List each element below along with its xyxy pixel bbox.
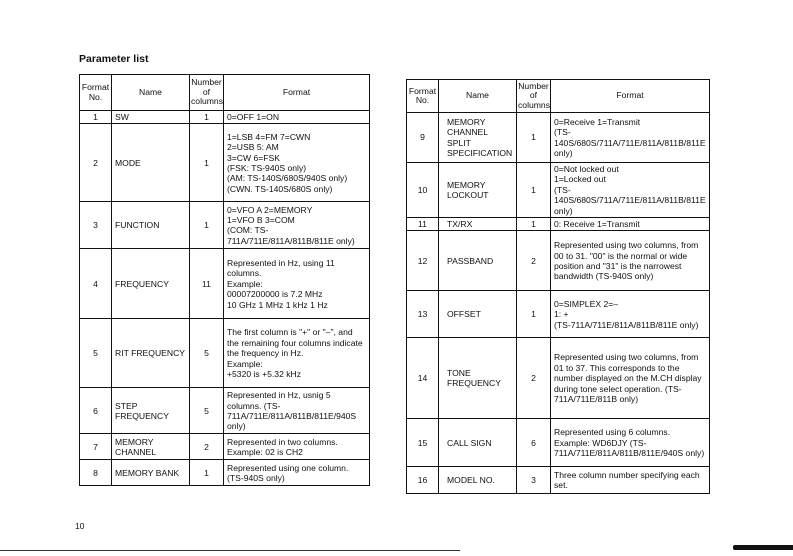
row-name: MEMORY CHANNEL xyxy=(112,434,190,460)
header-format: Format xyxy=(224,75,370,111)
row-name: TONE FREQUENCY xyxy=(439,338,517,419)
row-cols: 2 xyxy=(190,434,224,460)
row-cols: 5 xyxy=(190,388,224,434)
row-cols: 2 xyxy=(517,338,551,419)
row-format: 0=Not locked out 1=Locked out (TS-140S/680S/711A/711E/811A/811B/811E only) xyxy=(551,163,710,218)
table-row xyxy=(80,434,370,460)
row-name: MODEL NO. xyxy=(439,467,517,494)
page-number: 10 xyxy=(75,521,85,531)
row-no: 2 xyxy=(80,124,112,202)
header-number-of-columns: Number of columns xyxy=(190,75,224,111)
row-cols: 6 xyxy=(517,419,551,467)
row-name: OFFSET xyxy=(439,291,517,338)
row-no: 1 xyxy=(80,111,112,124)
row-name: MEMORY CHANNEL SPLIT SPECIFICATION xyxy=(439,113,517,163)
row-format: 0=OFF 1=ON xyxy=(224,111,370,124)
table-row xyxy=(80,202,370,249)
table-row xyxy=(80,111,370,124)
row-no: 16 xyxy=(407,467,439,494)
row-no: 6 xyxy=(80,388,112,434)
row-format: 0=SIMPLEX 2=– 1: + (TS-711A/711E/811A/811B/811E only) xyxy=(551,291,710,338)
table-row xyxy=(80,388,370,434)
row-cols: 3 xyxy=(517,467,551,494)
row-format: Represented using two columns, from 01 to 37. This corresponds to the number displayed on the M.CH display during tone select operation. (TS-711A/711E/811B only) xyxy=(551,338,710,419)
parameter-table-right xyxy=(406,79,710,494)
row-cols: 1 xyxy=(517,218,551,231)
row-format: Represented in two columns. Example: 02 is CH2 xyxy=(224,434,370,460)
row-format: Three column number specifying each set. xyxy=(551,467,710,494)
row-cols: 1 xyxy=(517,113,551,163)
row-name: MEMORY BANK xyxy=(112,460,190,486)
row-no: 8 xyxy=(80,460,112,486)
row-name: FUNCTION xyxy=(112,202,190,249)
row-cols: 1 xyxy=(190,202,224,249)
row-cols: 1 xyxy=(517,163,551,218)
ink-mark xyxy=(733,545,793,550)
header-format-no: Format No. xyxy=(80,75,112,111)
row-no: 9 xyxy=(407,113,439,163)
row-cols: 1 xyxy=(190,111,224,124)
footer-rule xyxy=(0,550,460,551)
row-cols: 1 xyxy=(190,124,224,202)
header-number-of-columns: Number of columns xyxy=(517,80,551,113)
table-row xyxy=(80,249,370,319)
row-no: 14 xyxy=(407,338,439,419)
table-row xyxy=(80,460,370,486)
parameter-table-left xyxy=(79,74,370,486)
table-row xyxy=(80,124,370,202)
row-cols: 1 xyxy=(190,460,224,486)
row-cols: 2 xyxy=(517,231,551,291)
row-name: CALL SIGN xyxy=(439,419,517,467)
row-name: MODE xyxy=(112,124,190,202)
table-row xyxy=(407,218,710,231)
row-no: 5 xyxy=(80,319,112,388)
row-format: 0=Receive 1=Transmit (TS-140S/680S/711A/711E/811A/811B/811E only) xyxy=(551,113,710,163)
row-no: 13 xyxy=(407,291,439,338)
row-format: 0=VFO A 2=MEMORY 1=VFO B 3=COM (COM: TS-711A/711E/811A/811B/811E only) xyxy=(224,202,370,249)
table-row xyxy=(407,338,710,419)
row-cols: 5 xyxy=(190,319,224,388)
row-name: FREQUENCY xyxy=(112,249,190,319)
row-name: SW xyxy=(112,111,190,124)
table-row xyxy=(407,163,710,218)
page-title: Parameter list xyxy=(79,53,149,65)
row-no: 3 xyxy=(80,202,112,249)
row-name: STEP FREQUENCY xyxy=(112,388,190,434)
row-format: Represented using 6 columns. Example: WD6DJY (TS-711A/711E/811A/811B/811E/940S only) xyxy=(551,419,710,467)
row-name: RIT FREQUENCY xyxy=(112,319,190,388)
row-format: 1=LSB 4=FM 7=CWN 2=USB 5: AM 3=CW 6=FSK (FSK: TS-940S only) (AM: TS-140S/680S/940S only) (CWN. TS-140S/680S only) xyxy=(224,124,370,202)
row-format: Represented using two columns, from 00 to 31. "00" is the normal or wide position and "31" is the narrowest bandwidth (TS-940S only) xyxy=(551,231,710,291)
table-row xyxy=(407,291,710,338)
row-cols: 11 xyxy=(190,249,224,319)
row-no: 10 xyxy=(407,163,439,218)
header-name: Name xyxy=(439,80,517,113)
row-no: 7 xyxy=(80,434,112,460)
row-format: 0: Receive 1=Transmit xyxy=(551,218,710,231)
row-name: MEMORY LOCKOUT xyxy=(439,163,517,218)
header-name: Name xyxy=(112,75,190,111)
row-name: TX/RX xyxy=(439,218,517,231)
table-row xyxy=(407,419,710,467)
header-format-no: Format No. xyxy=(407,80,439,113)
row-format: Represented in Hz, usnig 5 columns. (TS-711A/711E/811A/811B/811E/940S only) xyxy=(224,388,370,434)
row-format: The first column is "+" or "–", and the remaining four columns indicate the frequency in Hz. Example: +5320 is +5.32 kHz xyxy=(224,319,370,388)
row-name: PASSBAND xyxy=(439,231,517,291)
row-format: Represented in Hz, using 11 columns. Example: 00007200000 is 7.2 MHz 10 GHz 1 MHz 1 kHz 1 Hz xyxy=(224,249,370,319)
table-row xyxy=(407,467,710,494)
row-cols: 1 xyxy=(517,291,551,338)
table-row xyxy=(407,231,710,291)
header-format: Format xyxy=(551,80,710,113)
row-no: 11 xyxy=(407,218,439,231)
table-row xyxy=(407,113,710,163)
row-no: 4 xyxy=(80,249,112,319)
row-format: Represented using one column. (TS-940S only) xyxy=(224,460,370,486)
table-row xyxy=(80,319,370,388)
row-no: 15 xyxy=(407,419,439,467)
row-no: 12 xyxy=(407,231,439,291)
